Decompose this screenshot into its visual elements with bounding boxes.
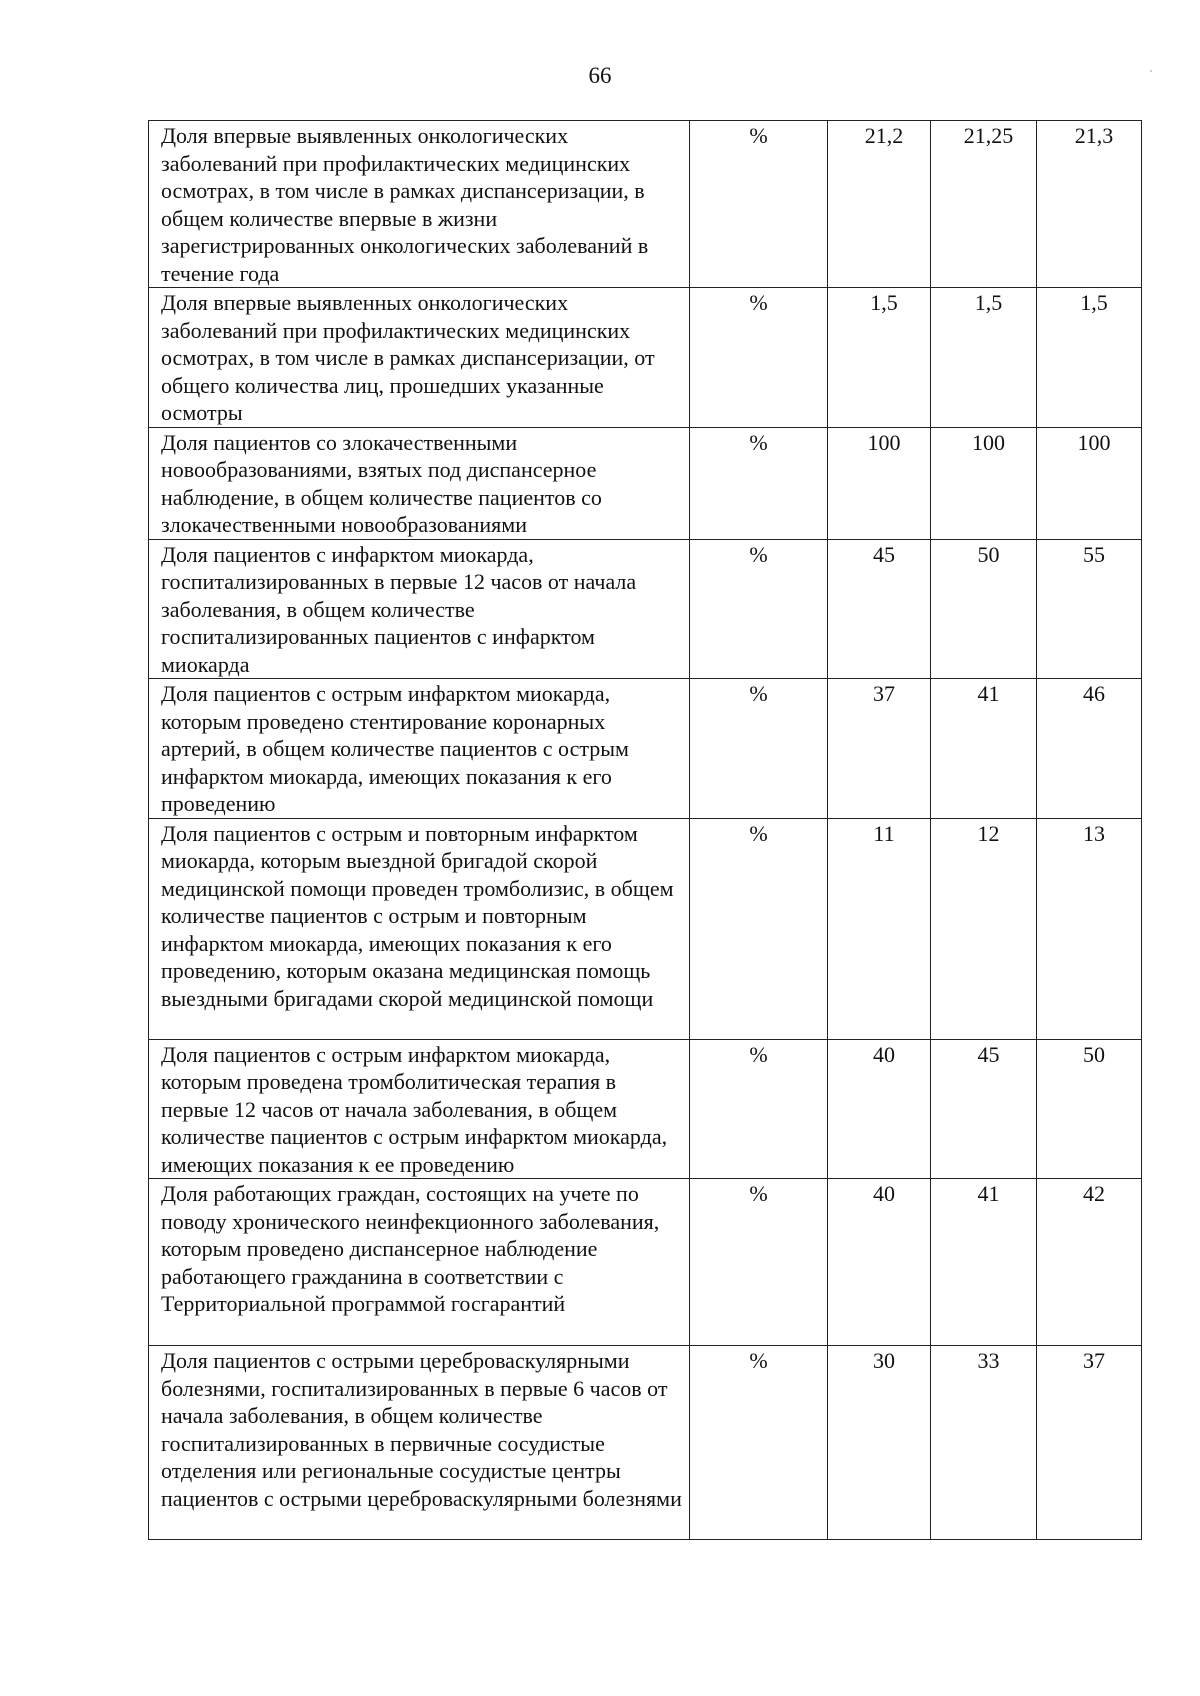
indicator-value-1: 37 [828,679,931,819]
indicator-value-2: 50 [931,539,1037,679]
table-row [149,679,1142,819]
page-number: 66 [588,63,612,88]
indicator-value-1: 30 [828,1346,931,1540]
indicator-value-2: 45 [931,1039,1037,1179]
indicators-table [148,120,1142,1540]
table-row [149,1039,1142,1179]
indicator-value-3: 55 [1037,539,1142,679]
indicator-unit: % [690,288,828,428]
indicator-value-3: 50 [1037,1039,1142,1179]
scan-artifact [1150,70,1152,72]
indicator-unit: % [690,1346,828,1540]
indicator-value-2: 12 [931,818,1037,1039]
indicator-value-2: 33 [931,1346,1037,1540]
table-row [149,288,1142,428]
indicator-name: Доля впервые выявленных онкологических заболеваний при профилактических медицинских осмотрах, в том числе в рамках диспансеризации, от общего количества лиц, прошедших указанные осмотры [149,288,690,428]
indicator-value-2: 1,5 [931,288,1037,428]
indicator-value-3: 1,5 [1037,288,1142,428]
indicator-value-1: 40 [828,1179,931,1346]
table-row [149,1179,1142,1346]
indicator-value-1: 1,5 [828,288,931,428]
indicator-value-1: 21,2 [828,121,931,288]
indicator-unit: % [690,818,828,1039]
table-row [149,539,1142,679]
indicator-value-2: 41 [931,1179,1037,1346]
indicator-value-2: 41 [931,679,1037,819]
indicator-name: Доля пациентов с острым инфарктом миокарда, которым проведена тромболитическая терапия в первые 12 часов от начала заболевания, в общем количестве пациентов с острым инфарктом миокарда, имеющих показания к ее проведению [149,1039,690,1179]
indicator-unit: % [690,427,828,539]
indicator-name: Доля пациентов с острым инфарктом миокарда, которым проведено стентирование коронарных артерий, в общем количестве пациентов с острым инфарктом миокарда, имеющих показания к его проведению [149,679,690,819]
indicator-value-3: 46 [1037,679,1142,819]
indicator-name: Доля пациентов с острым и повторным инфарктом миокарда, которым выездной бригадой скорой медицинской помощи проведен тромболизис, в общем количестве пациентов с острым и повторным инфарктом миокарда, имеющих показания к его проведению, которым оказана медицинская помощь выездными бригадами скорой медицинской помощи [149,818,690,1039]
indicator-name: Доля пациентов со злокачественными новообразованиями, взятых под диспансерное наблюдение, в общем количестве пациентов со злокачественными новообразованиями [149,427,690,539]
indicator-unit: % [690,1179,828,1346]
indicator-value-3: 100 [1037,427,1142,539]
indicator-name: Доля пациентов с острыми цереброваскулярными болезнями, госпитализированных в первые 6 часов от начала заболевания, в общем количестве госпитализированных в первичные сосудистые отделения или региональные сосудистые центры пациентов с острыми цереброваскулярными болезнями [149,1346,690,1540]
indicator-value-1: 100 [828,427,931,539]
indicator-name: Доля работающих граждан, состоящих на учете по поводу хронического неинфекционного заболевания, которым проведено диспансерное наблюдение работающего гражданина в соответствии с Территориальной программой госгарантий [149,1179,690,1346]
indicator-value-3: 42 [1037,1179,1142,1346]
indicator-value-1: 40 [828,1039,931,1179]
indicator-value-2: 100 [931,427,1037,539]
indicator-name: Доля пациентов с инфарктом миокарда, госпитализированных в первые 12 часов от начала заболевания, в общем количестве госпитализированных пациентов с инфарктом миокарда [149,539,690,679]
indicator-value-3: 21,3 [1037,121,1142,288]
indicator-value-3: 37 [1037,1346,1142,1540]
table-row [149,818,1142,1039]
indicator-value-1: 45 [828,539,931,679]
indicator-value-1: 11 [828,818,931,1039]
table-row [149,121,1142,288]
indicator-value-2: 21,25 [931,121,1037,288]
indicator-unit: % [690,121,828,288]
indicator-value-3: 13 [1037,818,1142,1039]
indicator-name: Доля впервые выявленных онкологических заболеваний при профилактических медицинских осмотрах, в том числе в рамках диспансеризации, в общем количестве впервые в жизни зарегистрированных онкологических заболеваний в течение года [149,121,690,288]
indicator-unit: % [690,679,828,819]
indicator-unit: % [690,539,828,679]
table-row [149,427,1142,539]
table-row [149,1346,1142,1540]
indicator-unit: % [690,1039,828,1179]
